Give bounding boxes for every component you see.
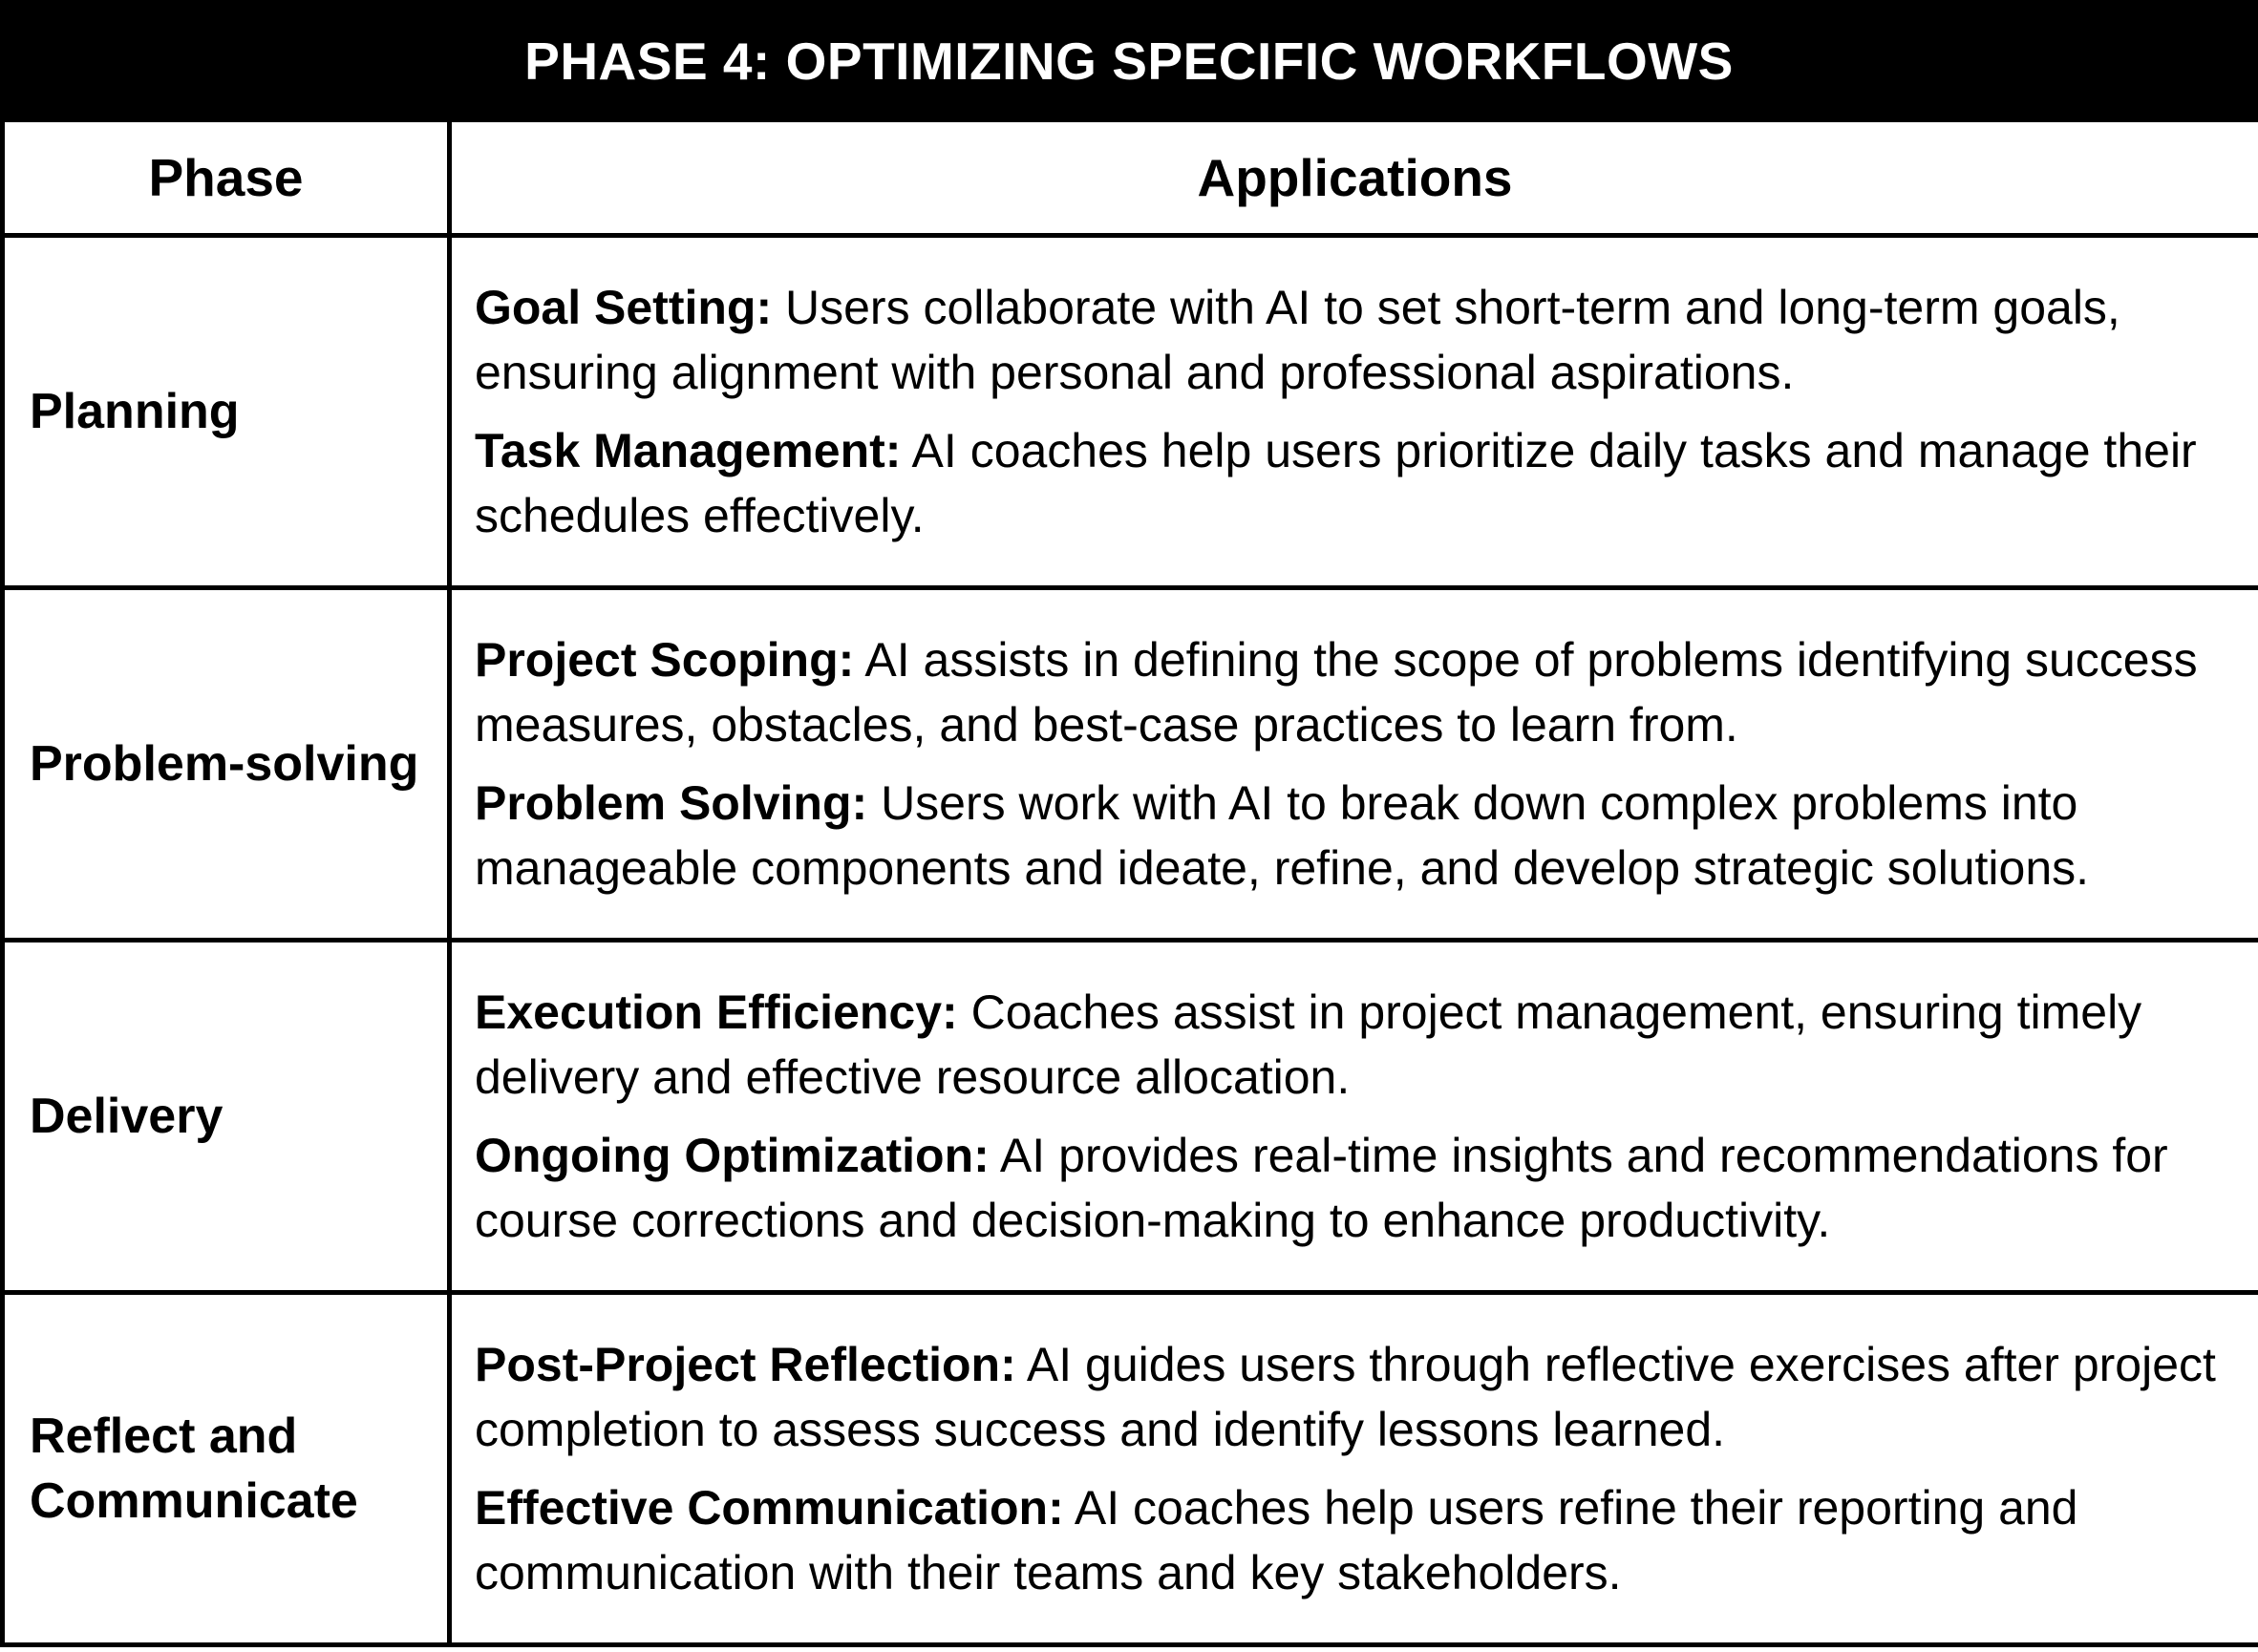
application-description: AI assists in defining the scope of problems identifying success measures, obstacles, and best-case practices to learn from. — [475, 632, 2198, 752]
table-row-reflect-and-communicate — [3, 1292, 2258, 1644]
applications-cell-delivery — [450, 940, 2258, 1292]
column-header-applications: Applications — [450, 122, 2258, 235]
application-entry — [475, 1332, 2239, 1462]
table-header-row — [3, 122, 2258, 235]
phase-cell-reflect-and-communicate: Reflect and Communicate — [3, 1292, 450, 1644]
application-term: Task Management: — [475, 423, 902, 477]
application-entry — [475, 1475, 2239, 1605]
phase-cell-planning: Planning — [3, 235, 450, 587]
application-term: Effective Communication: — [475, 1480, 1064, 1535]
application-term: Project Scoping: — [475, 632, 855, 687]
application-term: Post-Project Reflection: — [475, 1337, 1016, 1391]
table-row-problem-solving — [3, 587, 2258, 940]
application-entry — [475, 771, 2239, 900]
phase-cell-problem-solving: Problem-solving — [3, 587, 450, 940]
workflow-table — [0, 122, 2258, 1647]
applications-cell-planning — [450, 235, 2258, 587]
table-row-delivery — [3, 940, 2258, 1292]
column-header-phase: Phase — [3, 122, 450, 235]
application-term: Goal Setting: — [475, 280, 773, 334]
application-entry — [475, 980, 2239, 1110]
application-entry — [475, 627, 2239, 757]
applications-cell-reflect-and-communicate — [450, 1292, 2258, 1644]
application-entry — [475, 418, 2239, 548]
application-term: Execution Efficiency: — [475, 985, 958, 1039]
table-row-planning — [3, 235, 2258, 587]
application-description: AI coaches help users refine their reporting and communication with their teams and key stakeholders. — [475, 1480, 2078, 1599]
application-description: AI guides users through reflective exercises after project completion to assess success and identify lessons learned. — [475, 1337, 2216, 1456]
application-term: Problem Solving: — [475, 775, 868, 830]
application-description: Users work with AI to break down complex problems into manageable components and ideate, refine, and develop strategic solutions. — [475, 775, 2090, 895]
application-entry — [475, 275, 2239, 405]
application-description: AI provides real-time insights and recommendations for course corrections and decision-making to enhance productivity. — [475, 1128, 2168, 1247]
page-title: PHASE 4: OPTIMIZING SPECIFIC WORKFLOWS — [0, 0, 2258, 122]
application-description: AI coaches help users prioritize daily tasks and manage their schedules effectively. — [475, 423, 2197, 542]
application-description: Users collaborate with AI to set short-term and long-term goals, ensuring alignment with personal and professional aspirations. — [475, 280, 2120, 399]
applications-cell-problem-solving — [450, 587, 2258, 940]
application-description: Coaches assist in project management, ensuring timely delivery and effective resource allocation. — [475, 985, 2142, 1104]
application-term: Ongoing Optimization: — [475, 1128, 990, 1182]
phase-cell-delivery: Delivery — [3, 940, 450, 1292]
application-entry — [475, 1123, 2239, 1253]
